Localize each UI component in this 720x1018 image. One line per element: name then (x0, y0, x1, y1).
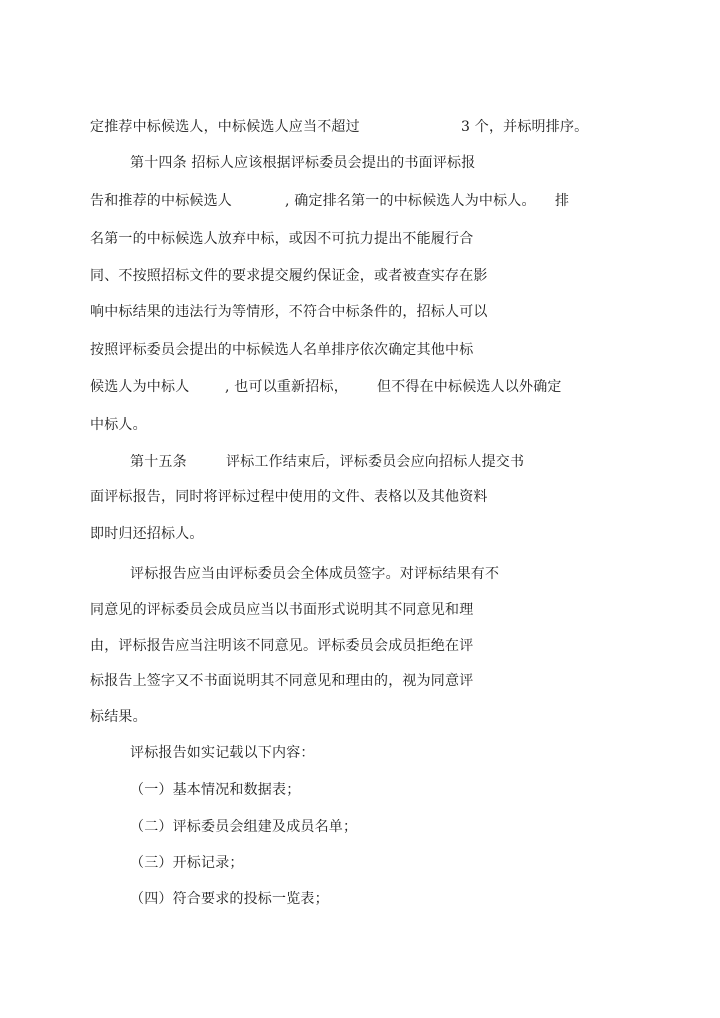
text-segment: , 也可以重新招标， (225, 379, 348, 395)
text-segment: （一）基本情况和数据表； (130, 782, 301, 798)
text-segment: 告和推荐的中标候选人 (90, 193, 232, 209)
text-segment: 评标报告如实记载以下内容： (130, 745, 315, 761)
text-segment: 第十五条 (130, 454, 187, 470)
text-segment: （三）开标记录； (130, 855, 244, 871)
text-segment: 同意见的评标委员会成员应当以书面形式说明其不同意见和理 (90, 602, 474, 618)
text-segment: 即时归还招标人。 (90, 526, 204, 542)
text-segment: 标报告上签字又不书面说明其不同意见和理由的，视为同意评 (90, 673, 474, 689)
text-segment: 评标工作结束后，评标委员会应向招标人提交书 (226, 454, 525, 470)
text-segment: 3 个，并标明排序。 (461, 119, 589, 135)
text-segment: 按照评标委员会提出的中标候选人名单排序依次确定其他中标 (90, 342, 474, 358)
text-segment: 名第一的中标候选人放弃中标，或因不可抗力提出不能履行合 (90, 231, 474, 247)
text-segment: , 确定排名第一的中标候选人为中标人。 (285, 193, 536, 209)
text-segment: 评标报告应当由评标委员会全体成员签字。对评标结果有不 (130, 566, 500, 582)
text-segment: 同、不按照招标文件的要求提交履约保证金，或者被查实存在影 (90, 268, 488, 284)
text-segment: （二）评标委员会组建及成员名单； (130, 819, 358, 835)
text-segment: 但不得在中标候选人以外确定 (377, 379, 562, 395)
text-segment: 定推荐中标候选人，中标候选人应当不超过 (90, 119, 360, 135)
text-segment: 面评标报告，同时将评标过程中使用的文件、表格以及其他资料 (90, 489, 488, 505)
text-segment: 由，评标报告应当注明该不同意见。评标委员会成员拒绝在评 (90, 638, 474, 654)
text-segment: 候选人为中标人 (90, 379, 190, 395)
text-segment: 响中标结果的违法行为等情形，不符合中标条件的，招标人可以 (90, 304, 488, 320)
text-segment: 中标人。 (90, 417, 147, 433)
text-segment: （四）符合要求的投标一览表； (130, 891, 329, 907)
text-segment: 第十四条 招标人应该根据评标委员会提出的书面评标报 (130, 155, 476, 171)
text-segment: 标结果。 (90, 709, 147, 725)
text-segment: 排 (555, 193, 570, 209)
